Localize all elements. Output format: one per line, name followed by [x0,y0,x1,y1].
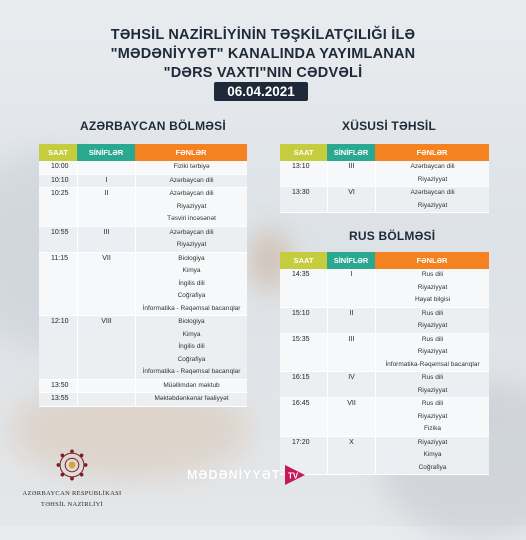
row-class: I [327,269,375,307]
subject-item: Fizika [424,425,441,432]
page-title [0,26,526,83]
row-time: 16:15 [292,374,310,381]
ministry-name-line2: TƏHSİL NAZİRLİYİ [40,501,104,508]
row-time: 10:25 [51,190,69,197]
table-row [39,227,247,253]
subject-item: Riyaziyyat [417,386,448,394]
subject-item: İnformatika-Rəqəmsal bacarıqlar [385,360,480,368]
table-row [280,308,489,334]
table-row [280,372,489,398]
title-line: TƏHSİL NAZİRLİYİNİN TƏŞKİLATÇILIĞI İLƏ [110,27,416,43]
subject-item: Riyaziyyat [417,438,448,446]
subject-item: Azərbaycan dili [169,190,214,197]
subject-item: Riyaziyyat [176,241,207,248]
section-title-russian: RUS BÖLMƏSİ [349,229,436,243]
subject-item: Müəllimdən məktub [163,381,220,389]
subject-item: Rus dili [421,309,444,317]
subject-item: Riyaziyyat [417,283,448,291]
row-class: IV [327,372,375,397]
channel-logo [187,464,307,486]
subject-item: Rus dili [421,374,444,381]
subject-item: Fiziki tərbiyə [173,163,210,170]
row-subjects [135,161,247,174]
row-subjects [135,175,247,188]
subject-item: Biologiya [178,254,205,262]
row-subjects [375,398,489,436]
table-row [39,380,247,394]
row-time: 10:55 [51,228,69,236]
row-time: 15:10 [292,309,310,317]
title-line: "MƏDƏNİYYƏT" KANALINDA YAYIMLANAN [110,46,416,62]
channel-name: MƏDƏNİYYƏT [187,468,281,482]
row-time: 15:35 [292,335,310,343]
subject-item: Rus dili [421,271,444,278]
subject-item: Riyaziyyat [417,322,448,329]
row-class: II [77,188,135,226]
subject-item: Coğrafiya [177,355,206,363]
russian-schedule-table [280,252,489,475]
row-subjects [135,253,247,316]
row-time: 10:10 [51,176,69,184]
subject-item: Riyaziyyat [176,202,207,210]
row-subjects [135,188,247,226]
ministry-logo [22,448,122,509]
section-title-special: XÜSUSİ TƏHSİL [342,119,436,133]
subject-item: Təsviri incəsənət [167,215,216,222]
row-time: 10:00 [51,163,69,170]
row-subjects [375,161,489,186]
table-row [280,398,489,437]
subject-item: Azərbaycan dili [169,228,214,236]
row-class [77,380,135,393]
date-badge: 06.04.2021 [214,82,308,101]
subject-item: Riyaziyyat [417,175,448,183]
row-time: 13:50 [51,381,69,389]
row-subjects [375,334,489,372]
special-schedule-table [280,144,489,213]
row-time: 13:30 [292,189,310,196]
subject-item: Azərbaycan dili [410,163,455,170]
table-row [280,334,489,373]
row-subjects [135,316,247,379]
subject-item: Riyaziyyat [417,348,448,355]
table-row [39,253,247,317]
column-header-subject: FƏNLƏR [135,144,247,161]
column-header-class: SİNİFLƏR [327,252,375,269]
table-header [280,144,489,161]
row-class: VII [77,253,135,316]
channel-suffix: TV [288,471,299,481]
table-row [39,175,247,189]
title-line: "DƏRS VAXTI"NIN CƏDVƏLİ [163,65,363,81]
row-subjects [375,437,489,475]
table-row [39,188,247,227]
table-row [39,161,247,175]
column-header-time: SAAT [39,144,77,161]
subject-item: Coğrafiya [177,292,206,299]
subject-item: İngilis dili [178,279,205,287]
row-class: III [77,227,135,252]
row-time: 17:20 [292,438,310,446]
row-subjects [375,269,489,307]
azerbaijani-schedule-table [39,144,247,407]
subject-item: Coğrafiya [418,463,447,471]
row-class [77,161,135,174]
column-header-subject: FƏNLƏR [375,252,489,269]
tv-play-icon [283,464,307,486]
table-row [280,187,489,213]
row-time: 14:35 [292,271,310,278]
row-subjects [375,372,489,397]
row-time: 11:15 [51,254,68,262]
row-subjects [375,187,489,212]
column-header-time: SAAT [280,252,327,269]
table-header [280,252,489,269]
row-class: III [327,161,375,186]
row-time: 13:10 [292,163,310,170]
row-class: VII [327,398,375,436]
subject-item: Azərbaycan dili [169,176,214,184]
row-subjects [135,227,247,252]
column-header-time: SAAT [280,144,327,161]
column-header-subject: FƏNLƏR [375,144,489,161]
row-subjects [135,393,247,406]
subject-item: Riyaziyyat [417,412,448,420]
subject-item: Rus dili [421,335,444,343]
table-header [39,144,247,161]
row-time: 13:55 [51,395,69,402]
subject-item: Azərbaycan dili [410,189,455,196]
subject-item: Biologiya [178,318,205,325]
subject-item: Kimya [182,267,201,274]
subject-item: Kimya [182,330,201,338]
subject-item: Məktəbdənkənar fəaliyyət [154,395,229,402]
row-subjects [135,380,247,393]
table-row [39,393,247,407]
row-class: I [77,175,135,188]
ministry-emblem-icon [55,448,89,482]
table-row [280,161,489,187]
row-class: VIII [77,316,135,379]
subject-item: Rus dili [421,400,444,407]
row-class [77,393,135,406]
row-subjects [375,308,489,333]
table-row [280,437,489,476]
section-title-azerbaijani: AZƏRBAYCAN BÖLMƏSİ [80,119,226,133]
row-time: 16:45 [292,400,310,407]
subject-item: İnformatika - Rəqəmsal bacarıqlar [142,368,241,375]
row-class: VI [327,187,375,212]
column-header-class: SİNİFLƏR [327,144,375,161]
ministry-name-line1: AZƏRBAYCAN RESPUBLİKASI [22,490,122,497]
subject-item: Riyaziyyat [417,201,448,209]
row-class: II [327,308,375,333]
table-row [280,269,489,308]
subject-item: Hayat bilgisi [414,296,451,303]
subject-item: İngilis dili [178,343,205,350]
row-class: X [327,437,375,475]
row-time: 12:10 [51,318,69,325]
subject-item: İnformatika - Rəqəmsal bacarıqlar [142,304,241,312]
row-class: III [327,334,375,372]
table-row [39,316,247,380]
column-header-class: SİNİFLƏR [77,144,135,161]
subject-item: Kimya [423,451,442,458]
